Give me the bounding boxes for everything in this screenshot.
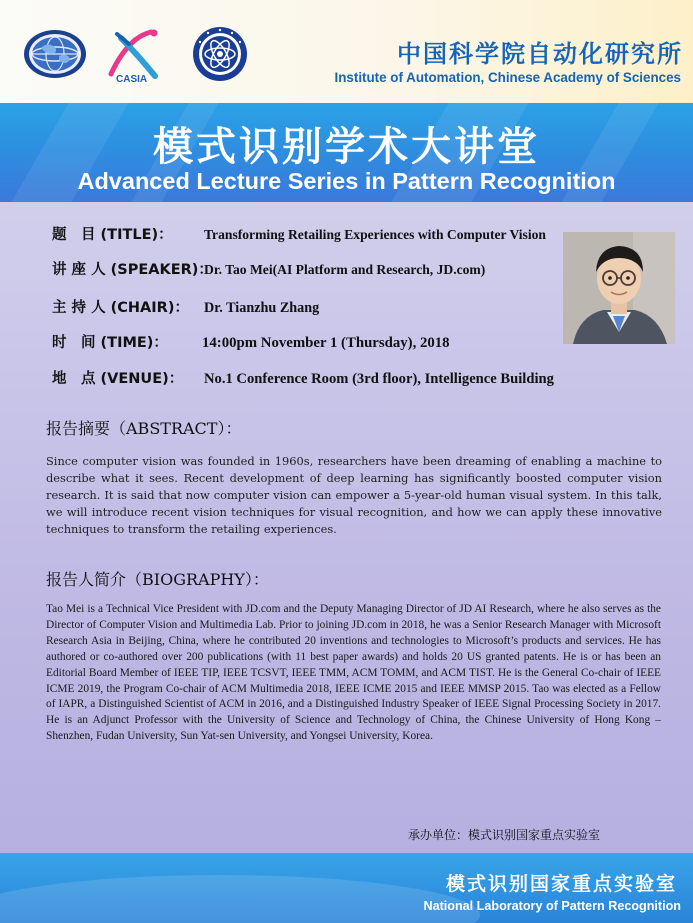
abstract-text: Since computer vision was founded in 1960s, researchers have been dreaming of enabling a machine to describe what it sees. Recent development of deep learning has significantly boosted computer vision research. It is said that now computer vision can empower a 5-year-old human visual system. In this talk, we will introduce recent vision techniques for visual recognition, and how we can apply these innovative techniques to transform the retailing experiences. bbox=[46, 454, 662, 536]
world-globe-logo bbox=[23, 28, 87, 80]
title-value: Transforming Retailing Experiences with Computer Vision bbox=[204, 227, 546, 242]
cas-logo bbox=[192, 26, 248, 82]
lab-name-cn: 模式识别国家重点实验室 bbox=[445, 873, 677, 895]
speaker-value: Dr. Tao Mei(AI Platform and Research, JD.com) bbox=[204, 262, 486, 277]
institute-name-cn: 中国科学院自动化研究所 bbox=[397, 40, 683, 68]
venue-value: No.1 Conference Room (3rd floor), Intelligence Building bbox=[204, 371, 554, 387]
host-organizer: 承办单位：模式识别国家重点实验室 bbox=[408, 828, 601, 842]
biography-heading: 报告人简介（BIOGRAPHY）： bbox=[46, 570, 269, 589]
institute-name-en: Institute of Automation, Chinese Academy of Sciences bbox=[334, 70, 681, 85]
biography-text: Tao Mei is a Technical Vice President with JD.com and the Deputy Managing Director of JD AI Research, where he also serves as the Director of Computer Vision and Multimedia Lab. Prior to joining JD.com in 2018, he was a Senior Research Manager with Microsoft Research Asia in Beijing, China, where he contributed 20 inventions and technologies to Microsoft’s products and services. He has authored or co-authored over 200 publications (with 11 best paper awards) and holds 20 US granted patents. He is or has been an Editorial Board Member of IEEE TIP, IEEE TCSVT, IEEE TMM, ACM TOMM, and ACM TIST. He is the General Co-chair of IEEE ICME 2019, the Program Co-chair of ACM Multimedia 2018, IEEE ICME 2015 and IEEE MMSP 2015. Tao was elected as a Fellow of IAPR, a Distinguished Scientist of ACM in 2016, and a Distinguished Industry Speaker of IEEE Signal Processing Society in 2017. He is an Adjunct Professor with the University of Science and Technology of China, the Chinese University of Hong Kong – Shenzhen, Fudan University, Sun Yat-sen University, and Yongsei University, Korea. bbox=[46, 603, 661, 743]
time-label: 时 间 (TIME)： bbox=[52, 335, 168, 351]
venue-label: 地 点 (VENUE)： bbox=[52, 371, 184, 387]
casia-text: CASIA bbox=[116, 74, 148, 84]
chair-value: Dr. Tianzhu Zhang bbox=[204, 300, 320, 316]
abstract-heading: 报告摘要（ABSTRACT）： bbox=[46, 419, 242, 438]
time-value: 14:00pm November 1 (Thursday), 2018 bbox=[202, 335, 450, 351]
speaker-label: 讲 座 人 (SPEAKER)： bbox=[52, 262, 213, 278]
lab-name-en: National Laboratory of Pattern Recognition bbox=[423, 899, 681, 913]
title-banner bbox=[0, 103, 693, 202]
lecture-series-title-en: Advanced Lecture Series in Pattern Recognition bbox=[77, 168, 616, 194]
lecture-series-title-cn: 模式识别学术大讲堂 bbox=[153, 124, 540, 170]
footer-band bbox=[0, 853, 693, 923]
speaker-photo bbox=[563, 232, 675, 344]
casia-logo bbox=[107, 24, 167, 84]
title-label: 题 目 (TITLE)： bbox=[52, 227, 173, 243]
chair-label: 主 持 人 (CHAIR)： bbox=[52, 300, 189, 316]
